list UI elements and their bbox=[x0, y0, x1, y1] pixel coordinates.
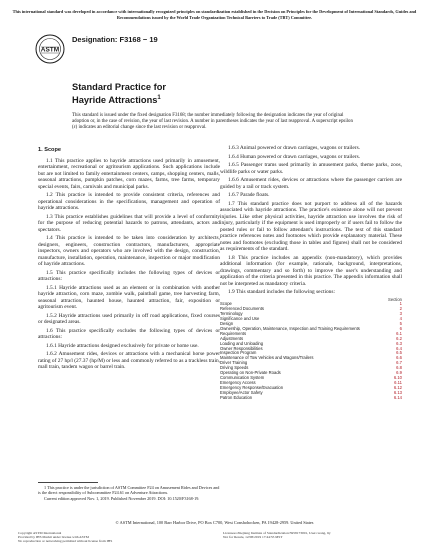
footnote-divider bbox=[38, 482, 98, 483]
paragraph: 1.5.1 Hayride attractions used as an element or in combination with another hayride attraction, corn maze, zombie walk, paintball game, tree harvesting farm, seasonal attraction, haunted house, haunted attraction, fair, exposition or agritourism event. bbox=[38, 284, 220, 310]
toc-label: Ownership, Operation, Maintenance, Inspection and Training Requirements bbox=[220, 325, 360, 331]
toc-label: Patron Education bbox=[220, 394, 253, 400]
toc-section-number[interactable]: 6.12 bbox=[393, 384, 402, 390]
toc-section-number[interactable]: 6.5 bbox=[396, 350, 402, 356]
paragraph: 1.6.4 Human powered or drawn carriages, wagons or trailers. bbox=[228, 153, 361, 160]
right-paragraphs bbox=[220, 145, 402, 296]
title-line-1: Standard Practice for bbox=[72, 82, 167, 92]
toc-section-number[interactable]: 6.14 bbox=[393, 394, 402, 400]
title-line-2 bbox=[72, 93, 372, 106]
toc-label: Inspection Program bbox=[220, 350, 257, 356]
paragraph: 1.5 This practice specifically includes the following types of devices or attractions: bbox=[38, 269, 220, 282]
toc-section-number[interactable]: 2 bbox=[399, 306, 402, 312]
paragraph: 1.6 This practice specifically excludes the following types of devices or attractions: bbox=[38, 327, 220, 340]
toc-label: Design bbox=[220, 321, 234, 327]
toc-label: Operating on Non-Private Roads bbox=[220, 370, 281, 376]
document-title bbox=[72, 82, 372, 106]
toc-row bbox=[220, 396, 402, 401]
section-table bbox=[220, 298, 402, 401]
paragraph: 1.6.6 Amusement rides, devices or attractions where the passenger carriers are guided by a rail or track system. bbox=[220, 177, 402, 190]
toc-label: Employee/Actor Safety bbox=[220, 389, 263, 395]
toc-label: Emergency Response/Evacuation bbox=[220, 384, 284, 390]
right-column bbox=[220, 145, 402, 401]
toc-label: Maintenance of Tow Vehicles and Wagons/Trailers bbox=[220, 355, 314, 361]
left-column bbox=[38, 145, 220, 373]
toc-section-number[interactable]: 6.13 bbox=[393, 389, 402, 395]
footnotes bbox=[38, 485, 220, 502]
toc-label: Significance and Use bbox=[220, 316, 260, 322]
toc-section-number[interactable]: 6 bbox=[399, 325, 402, 331]
toc-label: Adjustments bbox=[220, 335, 244, 341]
paragraph: 1.7 This standard practice does not purport to address all of the hazards associated with hayride attractions. The practice's existence alone will not prevent injuries. Like other physical activities, hayride attraction use involves the risk of injury, particularly if the equipment is used improperly or if users fail to follow the posted rules or fail to follow attendant's instructions. The text of this standard practice references notes and footnotes which provide explanatory material. These notes and footnotes (excluding those in tables and figures) shall not be considered as requirements of the standard. bbox=[220, 200, 402, 252]
left-paragraphs bbox=[38, 158, 220, 371]
toc-section-number[interactable]: 6.10 bbox=[393, 375, 402, 380]
toc-header: Section bbox=[388, 296, 402, 302]
toc-label: Referenced Documents bbox=[220, 306, 264, 312]
toc-section-number[interactable]: 6.7 bbox=[396, 360, 402, 366]
toc-label: Driving Speeds bbox=[220, 365, 249, 371]
paragraph: 1.4 This practice is intended to be taken into consideration by architects, designers, engineers, construction contractors, manufacturers, appropriate inspectors, owners and operators who are involved with the design, construction, manufacture, installation, operation, maintenance, inspection or major modification of hayride attractions. bbox=[38, 235, 220, 267]
paragraph: 1.2 This practice is intended to provide consistent criteria, references and operational considerations in the specifications, management and operation of hayride attractions. bbox=[38, 192, 220, 211]
intro-paragraph: This standard is issued under the fixed designation F3168; the number immediately following the designation indicates the year of original adoption or, in the case of revision, the year of last revision. A number in parentheses indicates the year of last reapproval. A superscript epsilon (ε) indicates an editorial change since the last revision or reapproval. bbox=[72, 113, 353, 130]
toc-section-number[interactable]: 6.2 bbox=[396, 335, 402, 341]
toc-section-number[interactable]: 1 bbox=[399, 301, 402, 307]
title-text: Hayride Attractions bbox=[72, 95, 158, 106]
toc-section-number[interactable]: 6.11 bbox=[394, 379, 402, 385]
toc-section-number[interactable]: 6.4 bbox=[396, 345, 402, 351]
toc-rows bbox=[220, 302, 402, 400]
paragraph: 1.6.5 Passenger trams used primarily in amusement parks, theme parks, zoos, wildlife parks or water parks. bbox=[220, 162, 402, 175]
paragraph: 1.6.7 Parade floats. bbox=[228, 192, 270, 198]
license-left: Copyright ASTM International Provided by IHS Markit under license with ASTM No reproduction or networking permitted without license from IHS bbox=[18, 531, 113, 544]
toc-section-number[interactable]: 6.6 bbox=[396, 355, 402, 361]
toc-section-number[interactable]: 6.3 bbox=[396, 340, 402, 346]
license-block bbox=[18, 531, 413, 543]
paragraph: 1.8 This practice includes an appendix (non-mandatory), which provides additional information (for example, rationale, background, interpretations, drawings, commentary and so forth) to improve the user's understanding and application of the criteria presented in this practice. The appendix information shall not be interpreted as mandatory criteria. bbox=[220, 254, 402, 287]
toc-label: Communication System bbox=[220, 375, 265, 380]
license-right: Licensee=Zhejiang Institute of Standardization/5958173001, User=wang, liy Not for Resale, 12/08/2019 17:44:55 MST bbox=[223, 531, 331, 540]
footnote: 1 This practice is under the jurisdiction of ASTM Committee F24 on Amusement Rides and Devices and is the direct responsibility of Subcommittee F24.61 on Adventure Attractions. bbox=[38, 485, 220, 495]
paragraph: 1.3 This practice establishes guidelines that will provide a level of conformity for the purpose of reducing potential hazards to patrons, attendants, actors and spectators. bbox=[38, 213, 220, 233]
designation: Designation: F3168 − 19 bbox=[72, 35, 158, 44]
toc-label: Emergency Access bbox=[220, 379, 256, 385]
paragraph: 1.6.3 Animal powered or drawn carriages, wagons or trailers. bbox=[228, 145, 361, 151]
copyright-line: © ASTM International, 100 Barr Harbor Drive, PO Box C700, West Conshohocken, PA 19428-2959. United States bbox=[115, 520, 314, 525]
toc-section-number[interactable]: 4 bbox=[399, 316, 402, 322]
paragraph: 1.6.2 Amusement rides, devices or attractions with a mechanical horse power rating of 27 hp/l (27.37 (hp/M) or less and commonly referred to as a trackless train, mall train, tandem wagon or barrel train. bbox=[38, 351, 220, 370]
toc-section-number[interactable]: 6.1 bbox=[396, 330, 402, 336]
section-heading: 1. Scope bbox=[38, 147, 62, 153]
toc-section-number[interactable]: 3 bbox=[399, 311, 402, 317]
toc-label: Owner Responsibilities bbox=[220, 345, 263, 351]
toc-label: Loading and Unloading bbox=[220, 340, 264, 346]
title-footnote-mark: 1 bbox=[157, 95, 161, 101]
toc-label: Driver Training bbox=[220, 360, 248, 366]
header-note: This international standard was developed in accordance with internationally recognized principles on standardization established in the Decision on Principles for the Development of International Standards, Guides and Recommendations issued by the World Trade Organization Technical Barriers to Trade (TBT) Committee. bbox=[12, 9, 417, 20]
toc-section-number[interactable]: 6.9 bbox=[396, 370, 402, 376]
paragraph: 1.6.1 Hayride attractions designed exclusively for private or home use. bbox=[46, 342, 199, 349]
svg-text:ASTM: ASTM bbox=[40, 46, 60, 54]
paragraph: 1.5.2 Hayride attractions used primarily in off road applications, fixed courses or designated areas. bbox=[38, 312, 220, 325]
paragraph: 1.9 This standard includes the following sections: bbox=[228, 289, 335, 295]
toc-section-number[interactable]: 6.8 bbox=[396, 365, 402, 371]
toc-label: Requirements bbox=[220, 330, 247, 336]
astm-international-logo bbox=[35, 34, 65, 64]
paragraph: 1.1 This practice applies to hayride attractions used primarily in amusement, entertainment, recreational or agritourism applications. Such applications include but are not limited to family entertainment centers, camps, shopping centers, malls, seasonal attractions, pumpkin patches, corn mazes, farms, tree farms, temporary special events, fairs, carnivals and municipal parks. bbox=[38, 157, 220, 190]
toc-label: Scope bbox=[220, 301, 232, 307]
toc-label: Terminology bbox=[220, 311, 243, 317]
footnote: Current edition approved Nov. 1, 2019. Published November 2019. DOI: 10.1520/F3168-19. bbox=[44, 496, 200, 501]
toc-section-number[interactable]: 5 bbox=[399, 321, 402, 327]
